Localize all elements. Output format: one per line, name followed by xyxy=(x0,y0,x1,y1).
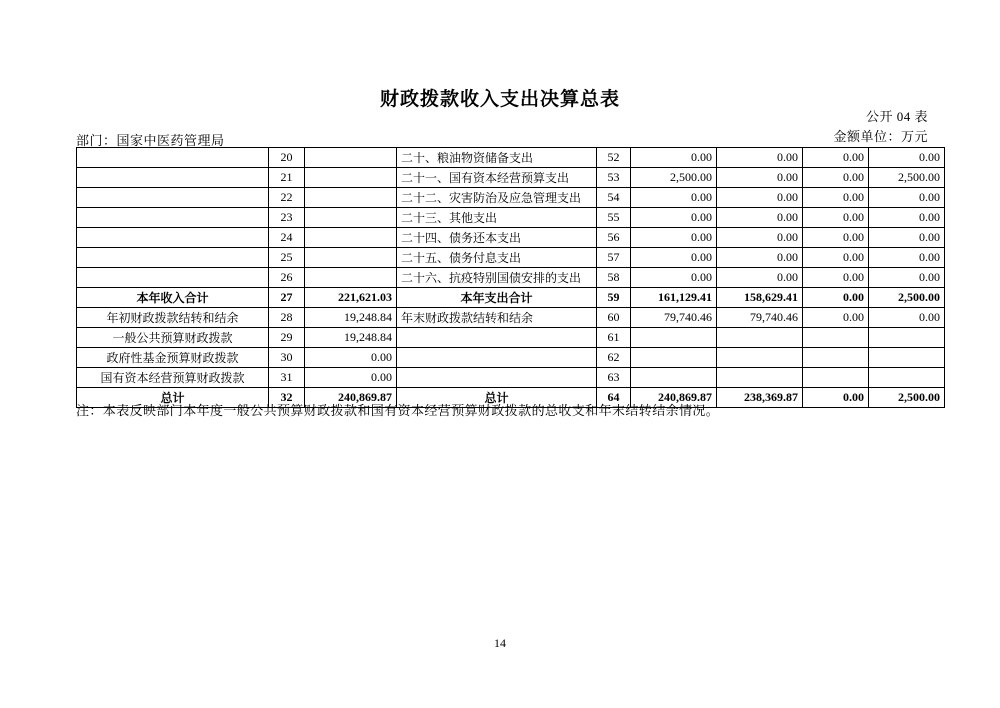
row-left-number: 22 xyxy=(269,188,305,208)
row-left-number: 31 xyxy=(269,368,305,388)
row-left-label xyxy=(77,208,269,228)
amount-unit-label: 金额单位：万元 xyxy=(833,129,928,144)
table-row xyxy=(77,188,945,208)
row-left-value xyxy=(305,168,397,188)
row-value-3: 0.00 xyxy=(803,268,869,288)
row-right-label: 总计 xyxy=(397,388,597,408)
table-note: 注：本表反映部门本年度一般公共预算财政拨款和国有资本经营预算财政拨款的总收支和年末结转结余情况。 xyxy=(76,403,720,418)
table-row xyxy=(77,228,945,248)
row-value-3: 0.00 xyxy=(803,208,869,228)
row-value-4: 2,500.00 xyxy=(869,288,945,308)
row-left-number: 26 xyxy=(269,268,305,288)
row-right-number: 53 xyxy=(597,168,631,188)
row-left-number: 20 xyxy=(269,148,305,168)
row-value-1: 0.00 xyxy=(631,208,717,228)
row-left-value xyxy=(305,208,397,228)
row-value-2 xyxy=(717,328,803,348)
row-value-3: 0.00 xyxy=(803,388,869,408)
row-left-label xyxy=(77,188,269,208)
row-value-3 xyxy=(803,328,869,348)
row-right-number: 61 xyxy=(597,328,631,348)
row-value-4: 0.00 xyxy=(869,268,945,288)
row-right-number: 60 xyxy=(597,308,631,328)
row-value-4: 2,500.00 xyxy=(869,168,945,188)
table-row xyxy=(77,168,945,188)
row-value-1: 0.00 xyxy=(631,228,717,248)
row-left-number: 24 xyxy=(269,228,305,248)
row-right-number: 56 xyxy=(597,228,631,248)
row-right-label xyxy=(397,348,597,368)
row-value-2: 158,629.41 xyxy=(717,288,803,308)
row-left-number: 30 xyxy=(269,348,305,368)
row-value-4: 0.00 xyxy=(869,308,945,328)
row-value-3: 0.00 xyxy=(803,228,869,248)
row-value-4: 0.00 xyxy=(869,148,945,168)
row-left-value: 240,869.87 xyxy=(305,388,397,408)
table-row xyxy=(77,328,945,348)
row-value-2 xyxy=(717,348,803,368)
row-value-1: 161,129.41 xyxy=(631,288,717,308)
row-left-label: 一般公共预算财政拨款 xyxy=(77,328,269,348)
row-right-label: 本年支出合计 xyxy=(397,288,597,308)
row-value-1: 2,500.00 xyxy=(631,168,717,188)
row-right-label: 二十六、抗疫特别国债安排的支出 xyxy=(397,268,597,288)
row-value-4 xyxy=(869,368,945,388)
table-row xyxy=(77,348,945,368)
row-left-value: 221,621.03 xyxy=(305,288,397,308)
row-right-number: 52 xyxy=(597,148,631,168)
row-left-value: 0.00 xyxy=(305,368,397,388)
page-title: 财政拨款收入支出决算总表 xyxy=(379,89,620,110)
row-left-value xyxy=(305,228,397,248)
row-right-number: 64 xyxy=(597,388,631,408)
row-right-label xyxy=(397,328,597,348)
row-value-1 xyxy=(631,328,717,348)
row-value-1: 0.00 xyxy=(631,148,717,168)
row-left-value: 19,248.84 xyxy=(305,328,397,348)
row-value-2: 0.00 xyxy=(717,228,803,248)
row-left-number: 21 xyxy=(269,168,305,188)
row-left-label: 年初财政拨款结转和结余 xyxy=(77,308,269,328)
row-value-1 xyxy=(631,368,717,388)
row-right-label: 二十一、国有资本经营预算支出 xyxy=(397,168,597,188)
table-body xyxy=(77,148,945,408)
row-right-number: 58 xyxy=(597,268,631,288)
row-left-number: 32 xyxy=(269,388,305,408)
row-right-number: 57 xyxy=(597,248,631,268)
row-value-2: 238,369.87 xyxy=(717,388,803,408)
row-value-2: 0.00 xyxy=(717,208,803,228)
row-right-label: 年末财政拨款结转和结余 xyxy=(397,308,597,328)
row-value-2: 0.00 xyxy=(717,168,803,188)
row-right-label: 二十二、灾害防治及应急管理支出 xyxy=(397,188,597,208)
page-number: 14 xyxy=(494,636,506,650)
table-row xyxy=(77,308,945,328)
row-right-number: 54 xyxy=(597,188,631,208)
row-value-1: 240,869.87 xyxy=(631,388,717,408)
form-code-label: 公开 04 表 xyxy=(865,109,928,124)
row-left-number: 25 xyxy=(269,248,305,268)
row-left-label xyxy=(77,248,269,268)
row-left-label: 国有资本经营预算财政拨款 xyxy=(77,368,269,388)
row-right-number: 62 xyxy=(597,348,631,368)
row-value-1: 0.00 xyxy=(631,188,717,208)
table-row xyxy=(77,268,945,288)
row-value-3: 0.00 xyxy=(803,288,869,308)
row-value-4: 2,500.00 xyxy=(869,388,945,408)
row-right-number: 63 xyxy=(597,368,631,388)
row-left-value xyxy=(305,248,397,268)
table-row xyxy=(77,288,945,308)
row-value-3 xyxy=(803,368,869,388)
table-row xyxy=(77,368,945,388)
row-value-3: 0.00 xyxy=(803,308,869,328)
row-value-3: 0.00 xyxy=(803,168,869,188)
row-value-1 xyxy=(631,348,717,368)
row-right-label xyxy=(397,368,597,388)
row-value-2: 0.00 xyxy=(717,268,803,288)
row-value-2: 0.00 xyxy=(717,148,803,168)
row-value-4: 0.00 xyxy=(869,248,945,268)
row-left-value xyxy=(305,148,397,168)
row-value-4 xyxy=(869,328,945,348)
table-row xyxy=(77,148,945,168)
row-right-label: 二十四、债务还本支出 xyxy=(397,228,597,248)
row-value-3 xyxy=(803,348,869,368)
row-right-number: 59 xyxy=(597,288,631,308)
row-right-number: 55 xyxy=(597,208,631,228)
budget-table xyxy=(76,147,945,408)
row-value-1: 79,740.46 xyxy=(631,308,717,328)
row-value-3: 0.00 xyxy=(803,248,869,268)
row-left-label xyxy=(77,148,269,168)
row-left-label: 政府性基金预算财政拨款 xyxy=(77,348,269,368)
department-label: 部门：国家中医药管理局 xyxy=(76,133,225,148)
row-left-value xyxy=(305,268,397,288)
row-value-2: 0.00 xyxy=(717,248,803,268)
row-left-number: 28 xyxy=(269,308,305,328)
row-right-label: 二十三、其他支出 xyxy=(397,208,597,228)
row-value-3: 0.00 xyxy=(803,148,869,168)
row-value-2: 0.00 xyxy=(717,188,803,208)
table-row xyxy=(77,208,945,228)
row-right-label: 二十五、债务付息支出 xyxy=(397,248,597,268)
row-left-value xyxy=(305,188,397,208)
row-value-2: 79,740.46 xyxy=(717,308,803,328)
row-value-4: 0.00 xyxy=(869,188,945,208)
row-left-label xyxy=(77,168,269,188)
row-left-label xyxy=(77,228,269,248)
row-left-value: 0.00 xyxy=(305,348,397,368)
row-left-label: 总计 xyxy=(77,388,269,408)
row-left-value: 19,248.84 xyxy=(305,308,397,328)
row-right-label: 二十、粮油物资储备支出 xyxy=(397,148,597,168)
row-left-label xyxy=(77,268,269,288)
row-value-1: 0.00 xyxy=(631,268,717,288)
row-value-2 xyxy=(717,368,803,388)
row-left-label: 本年收入合计 xyxy=(77,288,269,308)
row-left-number: 29 xyxy=(269,328,305,348)
row-value-4 xyxy=(869,348,945,368)
row-value-4: 0.00 xyxy=(869,208,945,228)
row-left-number: 23 xyxy=(269,208,305,228)
row-value-1: 0.00 xyxy=(631,248,717,268)
row-left-number: 27 xyxy=(269,288,305,308)
row-value-4: 0.00 xyxy=(869,228,945,248)
row-value-3: 0.00 xyxy=(803,188,869,208)
table-row xyxy=(77,248,945,268)
